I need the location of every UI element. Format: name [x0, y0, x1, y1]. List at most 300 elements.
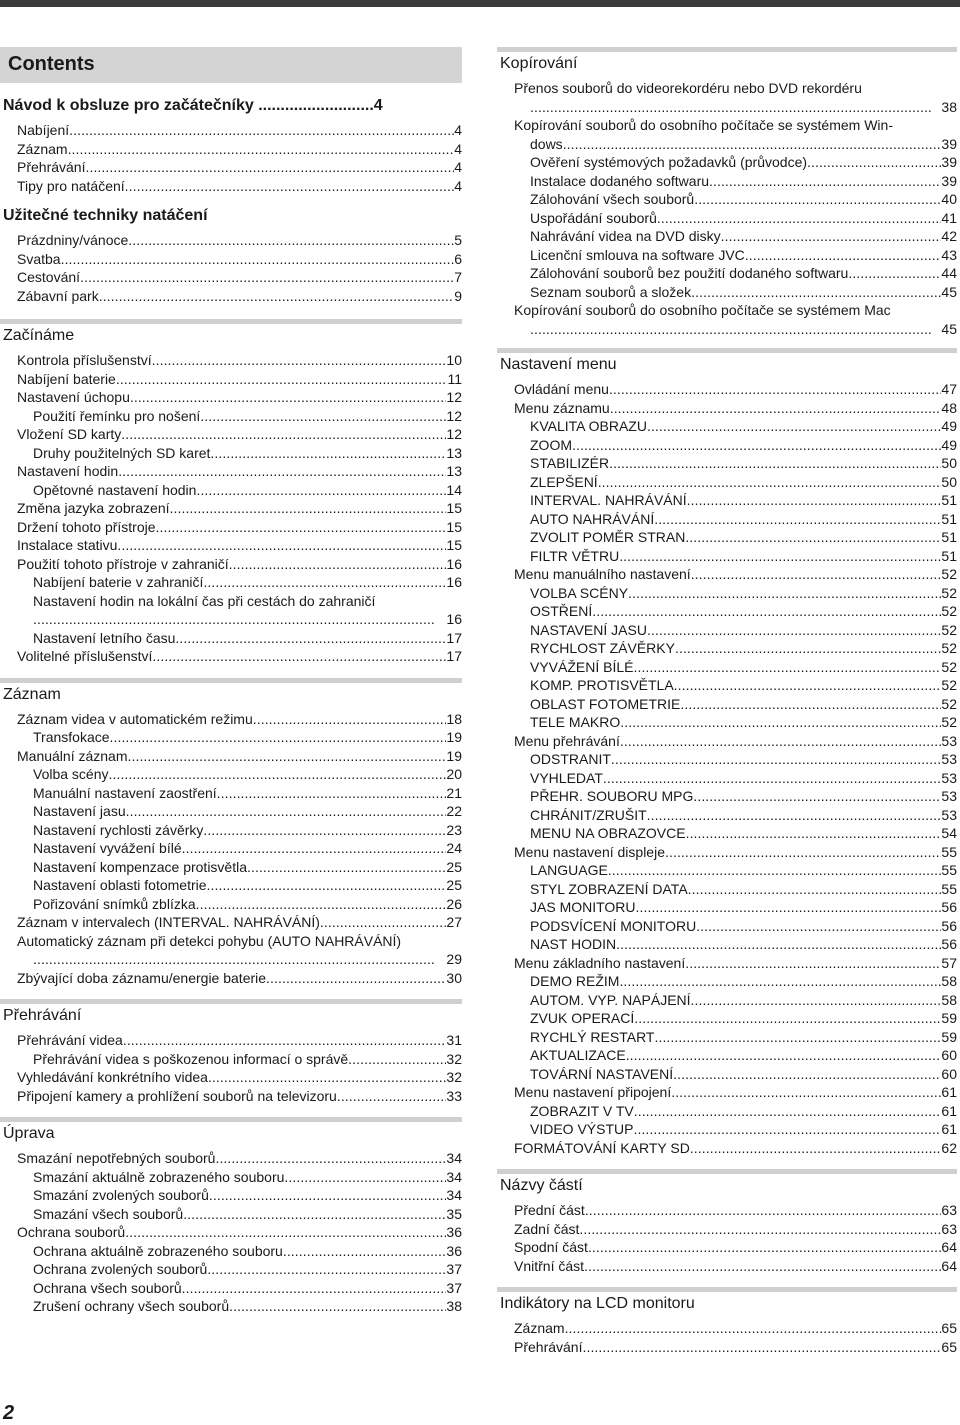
toc-entry-page: 56	[941, 936, 957, 952]
toc-entry-title: MENU NA OBRAZOVCE	[530, 825, 686, 841]
toc-entry[interactable]	[497, 301, 957, 338]
dot-leader	[709, 172, 941, 191]
toc-entry[interactable]	[497, 695, 957, 714]
section-title[interactable]: Kopírování	[500, 55, 578, 72]
toc-entry-title: Přehrávání videa	[17, 1032, 123, 1048]
toc-entry-title: Volitelné příslušenství	[17, 648, 153, 664]
toc-entry-list	[497, 1201, 957, 1275]
toc-entry-title: KOMP. PROTISVĚTLA	[530, 677, 674, 693]
toc-entry[interactable]	[0, 140, 462, 159]
dot-leader	[125, 177, 455, 196]
dot-leader	[693, 787, 941, 806]
toc-entry[interactable]	[0, 1260, 462, 1279]
toc-entry-title: TELE MAKRO	[530, 714, 621, 730]
toc-entry[interactable]	[0, 287, 462, 306]
toc-entry-page: 55	[941, 843, 957, 860]
toc-entry-title: ZVUK OPERACÍ	[530, 1010, 635, 1026]
toc-entry-title: OBLAST FOTOMETRIE	[530, 695, 681, 712]
toc-entry[interactable]	[0, 647, 462, 666]
toc-entry[interactable]	[497, 209, 957, 228]
section-title[interactable]: Názvy částí	[500, 1177, 583, 1194]
dot-leader	[182, 1279, 447, 1298]
toc-entry[interactable]	[0, 1149, 462, 1168]
toc-entry[interactable]	[497, 843, 957, 862]
toc-entry[interactable]	[0, 858, 462, 877]
toc-entry-title: ZOOM	[530, 436, 572, 453]
toc-entry[interactable]	[497, 473, 957, 492]
toc-entry-title: Ochrana souborů	[17, 1224, 126, 1240]
toc-entry[interactable]	[497, 1046, 957, 1065]
toc-entry-title: PODSVÍCENÍ MONITORU	[530, 917, 697, 934]
toc-entry[interactable]	[497, 824, 957, 843]
toc-entry-title: Záznam v intervalech (INTERVAL. NAHRÁVÁNÍ)	[17, 914, 320, 930]
toc-entry-title: AUTO NAHRÁVÁNÍ	[530, 510, 655, 527]
toc-entry-page: 12	[446, 407, 462, 424]
toc-entry-page: 65	[941, 1320, 957, 1336]
toc-entry-page: 52	[941, 658, 957, 675]
section-title[interactable]: Začínáme	[3, 327, 75, 344]
toc-entry[interactable]	[0, 425, 462, 444]
toc-entry-page: 39	[941, 172, 957, 189]
toc-entry[interactable]	[497, 380, 957, 399]
toc-entry-title: AUTOM. VYP. NAPÁJENÍ	[530, 991, 691, 1008]
toc-entry-title: Seznam souborů a složek	[530, 283, 692, 300]
toc-entry-title: Zálohování souborů bez použití dodaného softwaru	[530, 265, 849, 281]
dot-leader	[616, 935, 941, 954]
dot-leader	[217, 784, 447, 803]
toc-entry[interactable]	[497, 769, 957, 788]
toc-entry-title: Smazání všech souborů	[33, 1205, 184, 1222]
dot-leader	[620, 713, 941, 732]
toc-entry-title: Přehrávání	[514, 1338, 583, 1355]
dot-leader	[229, 555, 447, 574]
toc-entry-title: DEMO REŽIM	[530, 973, 620, 989]
toc-entry[interactable]	[0, 592, 462, 629]
dot-leader	[671, 1083, 941, 1102]
toc-entry-page: 56	[941, 899, 957, 915]
toc-entry[interactable]	[0, 121, 462, 140]
toc-entry[interactable]	[0, 1087, 462, 1106]
toc-entry-title: FORMÁTOVÁNÍ KARTY SD	[514, 1139, 690, 1156]
toc-entry-page: 4	[454, 159, 462, 175]
toc-entry-page: 63	[941, 1202, 957, 1218]
dot-leader	[207, 876, 447, 895]
dot-leader	[126, 802, 447, 821]
toc-entry[interactable]	[497, 1338, 957, 1357]
toc-entry[interactable]	[497, 732, 957, 751]
toc-entry[interactable]	[497, 713, 957, 732]
toc-entry-page: 7	[454, 269, 462, 285]
toc-entry[interactable]	[0, 747, 462, 766]
toc-entry[interactable]	[0, 629, 462, 648]
dot-leader	[647, 417, 941, 436]
toc-entry-page: 59	[941, 1010, 957, 1026]
toc-entry-title: Nastavení rychlosti závěrky	[33, 821, 204, 838]
toc-entry-title: Tipy pro natáčení	[17, 177, 125, 194]
toc-entry-title: ZOBRAZIT V TV	[530, 1102, 634, 1119]
toc-entry-page: 53	[941, 788, 957, 804]
toc-entry[interactable]	[497, 1083, 957, 1102]
toc-entry[interactable]	[0, 932, 462, 969]
toc-entry-title: RYCHLOST ZÁVĚRKY	[530, 640, 675, 656]
toc-entry[interactable]	[0, 351, 462, 370]
toc-entry-page: 30	[446, 969, 462, 986]
dot-leader	[118, 462, 446, 481]
toc-entry[interactable]	[0, 1031, 462, 1050]
toc-entry-page: 34	[446, 1187, 462, 1203]
toc-entry-title: VYHLEDAT	[530, 769, 603, 786]
toc-entry-list	[497, 79, 957, 338]
toc-entry-title: Menu přehrávání	[514, 732, 620, 749]
toc-entry[interactable]	[497, 1065, 957, 1084]
toc-entry[interactable]	[0, 499, 462, 518]
toc-entry[interactable]	[0, 518, 462, 537]
toc-entry[interactable]	[497, 658, 957, 677]
toc-entry[interactable]	[497, 264, 957, 283]
toc-entry-page: 17	[446, 629, 462, 646]
toc-entry-title: Ověření systémových požadavků (průvodce)	[530, 154, 808, 170]
toc-entry-title: CHRÁNIT/ZRUŠIT	[530, 806, 647, 823]
toc-entry-page: 22	[446, 803, 462, 819]
toc-entry[interactable]	[497, 898, 957, 917]
toc-entry-list	[497, 380, 957, 1157]
dot-leader	[598, 473, 942, 492]
toc-entry[interactable]	[0, 462, 462, 481]
toc-entry-page: 36	[446, 1242, 462, 1259]
dot-leader	[215, 1149, 446, 1168]
toc-entry-title: AKTUALIZACE	[530, 1047, 626, 1063]
toc-entry[interactable]	[497, 436, 957, 455]
dot-leader	[283, 1242, 447, 1261]
toc-entry-title: Volba scény	[33, 766, 109, 782]
section-title[interactable]: Indikátory na LCD monitoru	[500, 1295, 695, 1312]
toc-entry[interactable]	[497, 1201, 957, 1220]
dot-leader	[654, 1028, 941, 1047]
dot-leader	[634, 1009, 941, 1028]
dot-leader	[99, 287, 454, 306]
toc-entry[interactable]	[497, 227, 957, 246]
toc-entry[interactable]	[0, 913, 462, 932]
toc-entry-list	[0, 710, 462, 988]
toc-entry[interactable]	[497, 454, 957, 473]
toc-entry-page: 24	[446, 840, 462, 856]
toc-entry[interactable]	[497, 1120, 957, 1139]
toc-entry-title: Licenční smlouva na software JVC	[530, 246, 745, 263]
toc-section	[0, 319, 462, 666]
toc-entry[interactable]	[497, 1220, 957, 1239]
dot-leader	[68, 140, 455, 159]
toc-entry-title: Přehrávání videa s poškozenou informací o správě	[33, 1050, 349, 1067]
dot-leader	[696, 917, 941, 936]
toc-entry-list	[0, 351, 462, 666]
toc-entry[interactable]	[497, 116, 957, 153]
toc-entry-title: LANGUAGE	[530, 862, 608, 878]
toc-entry[interactable]	[0, 876, 462, 895]
toc-entry[interactable]	[0, 481, 462, 500]
toc-entry[interactable]	[497, 861, 957, 880]
toc-entry[interactable]	[0, 388, 462, 407]
toc-entry-title: Vnitřní část	[514, 1257, 585, 1274]
toc-entry-title: Nastavení jasu	[33, 803, 126, 819]
toc-entry-title: Instalace stativu	[17, 537, 118, 553]
toc-entry[interactable]	[497, 172, 957, 191]
toc-entry[interactable]	[0, 370, 462, 389]
toc-entry-title: Připojení kamery a prohlížení souborů na televizoru	[17, 1087, 337, 1104]
toc-entry-page: 49	[941, 418, 957, 434]
dot-leader	[203, 573, 446, 592]
dot-leader	[633, 658, 941, 677]
toc-entry[interactable]	[497, 510, 957, 529]
toc-entry[interactable]	[497, 1028, 957, 1047]
dot-leader	[210, 444, 446, 463]
dot-leader	[603, 769, 942, 788]
toc-entry-title: Manuální nastavení zaostření	[33, 784, 217, 801]
dot-leader	[125, 1223, 446, 1242]
toc-entry[interactable]	[497, 190, 957, 209]
toc-entry[interactable]	[497, 954, 957, 973]
dot-leader	[175, 629, 446, 648]
toc-entry[interactable]	[0, 536, 462, 555]
toc-entry-page: 50	[941, 473, 957, 490]
toc-entry-title: ZVOLIT POMĚR STRAN	[530, 529, 686, 545]
toc-entry-title: Transfokace	[33, 729, 110, 745]
dot-leader	[680, 695, 941, 714]
dot-leader	[610, 399, 942, 418]
toc-entry-title: Spodní část	[514, 1239, 588, 1255]
dot-leader	[721, 227, 942, 246]
dot-leader	[203, 821, 446, 840]
toc-entry-title: ODSTRANIT	[530, 751, 611, 767]
dot-leader	[619, 972, 941, 991]
page-number: 2	[3, 1402, 15, 1424]
toc-entry[interactable]	[0, 895, 462, 914]
toc-entry[interactable]	[497, 1139, 957, 1158]
toc-entry-page: 58	[941, 991, 957, 1008]
dot-leader	[196, 481, 446, 500]
toc-entry[interactable]	[0, 407, 462, 426]
dot-leader	[688, 880, 942, 899]
toc-entry-page: 58	[941, 973, 957, 989]
toc-entry[interactable]	[497, 283, 957, 302]
toc-entry-page: 54	[941, 825, 957, 841]
dot-leader	[675, 639, 941, 658]
toc-section	[0, 95, 462, 195]
dot-leader	[156, 518, 447, 537]
toc-entry-page: 47	[941, 381, 957, 397]
toc-entry-page: 64	[941, 1239, 957, 1255]
toc-entry-page: 34	[446, 1168, 462, 1185]
dot-leader	[152, 351, 447, 370]
toc-entry-page: 42	[941, 228, 957, 244]
toc-entry[interactable]	[497, 491, 957, 510]
top-border-bar	[0, 0, 960, 7]
dot-leader	[620, 732, 942, 751]
toc-entry[interactable]	[0, 158, 462, 177]
toc-entry[interactable]	[497, 639, 957, 658]
toc-entry[interactable]	[497, 417, 957, 436]
toc-entry-page: 29	[446, 951, 462, 967]
dot-leader	[694, 190, 941, 209]
toc-entry[interactable]	[0, 573, 462, 592]
toc-entry-title: Instalace dodaného softwaru	[530, 172, 710, 189]
dot-leader	[628, 584, 941, 603]
toc-entry-page: 56	[941, 917, 957, 934]
section-title[interactable]: Přehrávání	[3, 1007, 82, 1024]
toc-entry[interactable]	[0, 969, 462, 988]
toc-entry-page: 60	[941, 1047, 957, 1063]
toc-entry-title: Použití tohoto přístroje v zahraničí	[17, 555, 229, 572]
toc-entry-title: FILTR VĚTRU	[530, 547, 620, 564]
toc-entry[interactable]	[0, 555, 462, 574]
toc-entry[interactable]	[497, 1009, 957, 1028]
toc-entry-page: 11	[447, 370, 462, 387]
toc-entry[interactable]	[0, 1279, 462, 1298]
section-title[interactable]: Nastavení menu	[500, 356, 617, 373]
dot-leader	[117, 536, 446, 555]
toc-entry-page: 13	[446, 444, 462, 461]
toc-entry-page: 6	[454, 250, 462, 267]
dot-leader	[592, 602, 941, 621]
toc-entry-title: STYL ZOBRAZENÍ DATA	[530, 880, 688, 897]
toc-entry-title: STABILIZÉR	[530, 455, 610, 471]
toc-entry-title: VYVÁŽENÍ BÍLÉ	[530, 658, 634, 675]
toc-entry[interactable]	[497, 565, 957, 584]
toc-entry[interactable]	[0, 802, 462, 821]
toc-entry[interactable]	[0, 1168, 462, 1187]
toc-entry-title: Prázdniny/vánoce	[17, 232, 129, 248]
toc-entry-page: 32	[446, 1050, 462, 1067]
toc-entry-title: Manuální záznam	[17, 747, 128, 764]
toc-entry[interactable]	[497, 1102, 957, 1121]
dot-leader	[647, 621, 941, 640]
toc-entry[interactable]	[497, 750, 957, 769]
toc-entry-page: 17	[446, 648, 462, 664]
toc-entry[interactable]	[497, 621, 957, 640]
toc-entry-title: Automatický záznam při detekci pohybu (AUTO NAHRÁVÁNÍ)	[17, 932, 402, 949]
toc-entry[interactable]	[497, 917, 957, 936]
toc-entry[interactable]	[0, 821, 462, 840]
toc-entry[interactable]	[497, 602, 957, 621]
dot-leader	[609, 380, 941, 399]
toc-entry-title: Nastavení kompenzace protisvětla	[33, 858, 247, 875]
toc-entry-page: 50	[941, 455, 957, 471]
toc-entry-page: 36	[446, 1224, 462, 1240]
toc-entry[interactable]	[497, 972, 957, 991]
dot-leader	[116, 370, 448, 389]
toc-entry[interactable]	[497, 153, 957, 172]
toc-entry-title: Nabíjení baterie v zahraničí	[33, 574, 204, 590]
toc-entry[interactable]	[0, 765, 462, 784]
toc-entry-page: 52	[941, 677, 957, 693]
toc-entry-title: Zálohování všech souborů	[530, 191, 695, 207]
toc-entry-page: 39	[941, 154, 957, 170]
toc-entry-page: 51	[941, 510, 957, 527]
toc-entry[interactable]	[0, 839, 462, 858]
toc-section	[0, 205, 462, 305]
section-title[interactable]: Užitečné techniky natáčení	[3, 207, 208, 224]
toc-entry[interactable]	[497, 584, 957, 603]
dot-leader	[170, 499, 447, 518]
toc-entry[interactable]	[497, 1238, 957, 1257]
toc-entry[interactable]	[0, 710, 462, 729]
toc-entry[interactable]	[0, 1242, 462, 1261]
toc-entry[interactable]	[497, 787, 957, 806]
toc-entry-title: TOVÁRNÍ NASTAVENÍ	[530, 1065, 674, 1082]
dot-leader	[182, 839, 447, 858]
dot-leader	[572, 436, 941, 455]
toc-entry[interactable]	[0, 728, 462, 747]
dot-leader	[152, 647, 446, 666]
toc-entry-list	[0, 1031, 462, 1105]
toc-entry[interactable]	[497, 1257, 957, 1276]
toc-entry[interactable]	[497, 935, 957, 954]
toc-entry[interactable]	[0, 1050, 462, 1069]
toc-entry[interactable]	[497, 676, 957, 695]
toc-entry-page: 38	[941, 98, 957, 115]
toc-entry-title: NASTAVENÍ JASU	[530, 621, 647, 638]
toc-entry-title: Nabíjení	[17, 122, 70, 138]
toc-entry[interactable]	[0, 1223, 462, 1242]
section-title[interactable]: Záznam	[3, 685, 61, 703]
section-title[interactable]: Návod k obsluze pro začátečníky ..........................4	[3, 97, 383, 114]
toc-entry-page: 57	[941, 954, 957, 971]
toc-entry[interactable]	[0, 177, 462, 196]
dot-leader	[608, 861, 942, 880]
toc-entry-page: 35	[446, 1205, 462, 1222]
toc-entry-page: 51	[941, 492, 957, 508]
dot-leader	[208, 1068, 446, 1087]
dot-leader	[247, 858, 446, 877]
toc-entry-title: Nastavení oblasti fotometrie	[33, 877, 207, 893]
toc-entry-page: 18	[446, 710, 462, 727]
toc-entry[interactable]	[0, 250, 462, 269]
toc-entry-list	[0, 121, 462, 195]
toc-entry[interactable]	[497, 547, 957, 566]
toc-entry-title: Smazání zvolených souborů	[33, 1187, 209, 1203]
toc-entry-page: 38	[446, 1298, 462, 1314]
toc-entry[interactable]	[0, 784, 462, 803]
toc-entry-page: 14	[446, 481, 462, 498]
toc-entry[interactable]	[497, 1319, 957, 1338]
toc-entry-page: 55	[941, 862, 957, 878]
toc-entry-page: 19	[446, 729, 462, 745]
toc-entry-title: Nahrávání videa na DVD disky	[530, 228, 721, 244]
toc-entry[interactable]	[0, 1297, 462, 1316]
dot-leader	[128, 231, 454, 250]
toc-entry[interactable]	[497, 399, 957, 418]
dot-leader	[626, 1046, 942, 1065]
toc-entry[interactable]	[0, 231, 462, 250]
toc-entry[interactable]	[0, 444, 462, 463]
toc-entry[interactable]	[497, 79, 957, 116]
toc-entry[interactable]	[497, 880, 957, 899]
toc-entry[interactable]	[497, 528, 957, 547]
dot-leader	[80, 268, 454, 287]
toc-entry[interactable]	[497, 246, 957, 265]
toc-entry[interactable]	[0, 1068, 462, 1087]
toc-entry[interactable]	[0, 268, 462, 287]
toc-entry-title: Záznam videa v automatickém režimu	[17, 710, 253, 727]
toc-entry[interactable]	[497, 991, 957, 1010]
section-title[interactable]: Úprava	[3, 1125, 55, 1142]
dot-leader	[687, 491, 942, 510]
toc-section	[497, 47, 957, 338]
toc-entry[interactable]	[0, 1205, 462, 1224]
toc-entry[interactable]	[497, 806, 957, 825]
toc-entry[interactable]	[0, 1186, 462, 1205]
dot-leader	[196, 895, 447, 914]
toc-entry-title: VIDEO VÝSTUP	[530, 1121, 634, 1137]
